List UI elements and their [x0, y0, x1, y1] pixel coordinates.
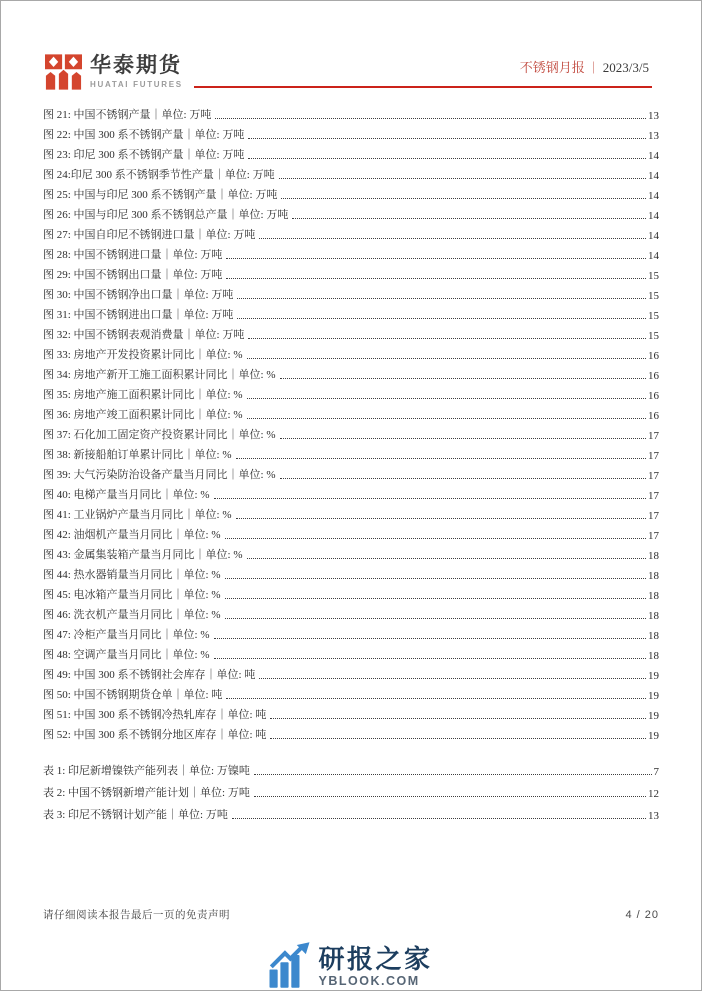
toc-entry-page: 19 — [648, 730, 659, 742]
toc-entry-label: 图 28: 中国不锈钢进口量｜单位: 万吨 — [43, 249, 223, 261]
toc-section-gap — [43, 742, 659, 756]
toc-entry[interactable] — [43, 202, 659, 222]
toc-entry[interactable] — [43, 602, 659, 622]
dot-leader — [248, 138, 646, 139]
toc-entry-page: 18 — [648, 570, 659, 582]
separator-bar: ｜ — [587, 61, 600, 75]
table-of-contents — [43, 102, 659, 822]
dot-leader — [279, 178, 646, 179]
toc-entry-page: 14 — [648, 190, 659, 202]
toc-entry[interactable] — [43, 262, 659, 282]
toc-entry-page: 18 — [648, 590, 659, 602]
dot-leader — [254, 796, 646, 797]
toc-entry-label: 图 48: 空调产量当月同比｜单位: % — [43, 649, 210, 661]
toc-entry[interactable] — [43, 582, 659, 602]
toc-entry-page: 12 — [648, 788, 659, 800]
toc-entry-page: 17 — [648, 490, 659, 502]
toc-entry-page: 14 — [648, 150, 659, 162]
toc-entry[interactable] — [43, 342, 659, 362]
dot-leader — [215, 118, 646, 119]
toc-entry-page: 14 — [648, 210, 659, 222]
toc-entry[interactable] — [43, 522, 659, 542]
toc-entry-page: 16 — [648, 390, 659, 402]
toc-entry-page: 15 — [648, 270, 659, 282]
dot-leader — [226, 278, 646, 279]
toc-tables-list — [43, 756, 659, 822]
dot-leader — [232, 818, 646, 819]
toc-entry[interactable] — [43, 282, 659, 302]
toc-entry-page: 13 — [648, 130, 659, 142]
toc-entry-page: 14 — [648, 230, 659, 242]
toc-entry[interactable] — [43, 442, 659, 462]
toc-entry[interactable] — [43, 162, 659, 182]
toc-entry-page: 17 — [648, 530, 659, 542]
toc-entry-label: 图 49: 中国 300 系不锈钢社会库存｜单位: 吨 — [43, 669, 256, 681]
dot-leader — [270, 738, 646, 739]
toc-entry-page: 14 — [648, 250, 659, 262]
toc-entry-label: 图 44: 热水器销量当月同比｜单位: % — [43, 569, 221, 581]
toc-entry-label: 图 43: 金属集装箱产量当月同比｜单位: % — [43, 549, 243, 561]
toc-entry[interactable] — [43, 402, 659, 422]
toc-figures-list — [43, 102, 659, 742]
toc-entry[interactable] — [43, 222, 659, 242]
toc-entry[interactable] — [43, 800, 659, 822]
toc-entry-page: 17 — [648, 450, 659, 462]
toc-entry-label: 图 36: 房地产竣工面积累计同比｜单位: % — [43, 409, 243, 421]
toc-entry[interactable] — [43, 482, 659, 502]
toc-entry-label: 图 51: 中国 300 系不锈钢冷热轧库存｜单位: 吨 — [43, 709, 267, 721]
report-type-label: 不锈钢月报 — [519, 60, 585, 75]
toc-entry-label: 图 24:印尼 300 系不锈钢季节性产量｜单位: 万吨 — [43, 169, 275, 181]
toc-entry[interactable] — [43, 756, 659, 778]
toc-entry-label: 图 23: 印尼 300 系不锈钢产量｜单位: 万吨 — [43, 149, 245, 161]
report-date: 2023/3/5 — [602, 60, 649, 75]
toc-entry-label: 表 3: 印尼不锈钢计划产能｜单位: 万吨 — [43, 809, 228, 821]
toc-entry-page: 16 — [648, 370, 659, 382]
dot-leader — [214, 658, 646, 659]
toc-entry[interactable] — [43, 562, 659, 582]
toc-entry-label: 图 35: 房地产施工面积累计同比｜单位: % — [43, 389, 243, 401]
dot-leader — [247, 398, 646, 399]
page-indicator: 4 / 20 — [625, 909, 659, 921]
disclaimer-text: 请仔细阅读本报告最后一页的免责声明 — [43, 909, 230, 921]
toc-entry[interactable] — [43, 322, 659, 342]
toc-entry-label: 图 50: 中国不锈钢期货仓单｜单位: 吨 — [43, 689, 223, 701]
toc-entry-page: 19 — [648, 670, 659, 682]
toc-entry-label: 图 37: 石化加工固定资产投资累计同比｜单位: % — [43, 429, 276, 441]
dot-leader — [281, 198, 646, 199]
dot-leader — [247, 358, 646, 359]
toc-entry-label: 表 1: 印尼新增镍铁产能列表｜单位: 万镍吨 — [43, 765, 250, 777]
dot-leader — [280, 378, 646, 379]
dot-leader — [292, 218, 646, 219]
dot-leader — [280, 478, 646, 479]
dot-leader — [254, 774, 652, 775]
watermark — [269, 942, 432, 988]
toc-entry[interactable] — [43, 622, 659, 642]
toc-entry[interactable] — [43, 778, 659, 800]
toc-entry-label: 图 40: 电梯产量当月同比｜单位: % — [43, 489, 210, 501]
toc-entry-label: 图 26: 中国与印尼 300 系不锈钢总产量｜单位: 万吨 — [43, 209, 289, 221]
toc-entry-page: 18 — [648, 650, 659, 662]
dot-leader — [259, 238, 646, 239]
toc-entry[interactable] — [43, 302, 659, 322]
toc-entry-label: 图 46: 洗衣机产量当月同比｜单位: % — [43, 609, 221, 621]
dot-leader — [214, 638, 646, 639]
huatai-logo-icon — [45, 54, 82, 90]
toc-entry[interactable] — [43, 122, 659, 142]
dot-leader — [248, 158, 646, 159]
toc-entry-page: 17 — [648, 510, 659, 522]
dot-leader — [280, 438, 646, 439]
toc-entry-label: 图 29: 中国不锈钢出口量｜单位: 万吨 — [43, 269, 223, 281]
bar-chart-arrow-icon — [269, 942, 309, 988]
toc-entry[interactable] — [43, 502, 659, 522]
toc-entry[interactable] — [43, 722, 659, 742]
toc-entry-label: 图 22: 中国 300 系不锈钢产量｜单位: 万吨 — [43, 129, 245, 141]
toc-entry-label: 表 2: 中国不锈钢新增产能计划｜单位: 万吨 — [43, 787, 250, 799]
toc-entry-page: 7 — [653, 766, 659, 778]
brand — [45, 54, 183, 90]
dot-leader — [226, 698, 646, 699]
toc-entry[interactable] — [43, 362, 659, 382]
dot-leader — [247, 418, 646, 419]
toc-entry-label: 图 33: 房地产开发投资累计同比｜单位: % — [43, 349, 243, 361]
toc-entry[interactable] — [43, 542, 659, 562]
toc-entry-page: 19 — [648, 690, 659, 702]
dot-leader — [225, 538, 646, 539]
toc-entry-label: 图 25: 中国与印尼 300 系不锈钢产量｜单位: 万吨 — [43, 189, 278, 201]
toc-entry-page: 15 — [648, 290, 659, 302]
watermark-text — [318, 943, 433, 988]
toc-entry[interactable] — [43, 702, 659, 722]
brand-name-en: HUATAI FUTURES — [90, 80, 183, 90]
dot-leader — [236, 458, 646, 459]
toc-entry-page: 13 — [648, 810, 659, 822]
toc-entry[interactable] — [43, 242, 659, 262]
dot-leader — [225, 598, 646, 599]
toc-entry-page: 18 — [648, 610, 659, 622]
dot-leader — [226, 258, 646, 259]
dot-leader — [225, 618, 646, 619]
dot-leader — [259, 678, 646, 679]
toc-entry[interactable] — [43, 642, 659, 662]
toc-entry-page: 14 — [648, 170, 659, 182]
toc-entry-page: 13 — [648, 110, 659, 122]
toc-entry-label: 图 30: 中国不锈钢净出口量｜单位: 万吨 — [43, 289, 234, 301]
toc-entry-label: 图 45: 电冰箱产量当月同比｜单位: % — [43, 589, 221, 601]
toc-entry-page: 18 — [648, 550, 659, 562]
toc-entry-page: 15 — [648, 310, 659, 322]
toc-entry-label: 图 27: 中国自印尼不锈钢进口量｜单位: 万吨 — [43, 229, 256, 241]
toc-entry-label: 图 47: 冷柜产量当月同比｜单位: % — [43, 629, 210, 641]
dot-leader — [270, 718, 646, 719]
dot-leader — [225, 578, 646, 579]
toc-entry-page: 15 — [648, 330, 659, 342]
toc-entry[interactable] — [43, 142, 659, 162]
toc-entry[interactable] — [43, 182, 659, 202]
toc-entry-label: 图 38: 新接船舶订单累计同比｜单位: % — [43, 449, 232, 461]
toc-entry-label: 图 39: 大气污染防治设备产量当月同比｜单位: % — [43, 469, 276, 481]
brand-name-cn: 华泰期货 — [90, 54, 182, 77]
toc-entry[interactable] — [43, 382, 659, 402]
toc-entry-label: 图 31: 中国不锈钢进出口量｜单位: 万吨 — [43, 309, 234, 321]
toc-entry[interactable] — [43, 662, 659, 682]
dot-leader — [247, 558, 646, 559]
toc-entry-label: 图 41: 工业锅炉产量当月同比｜单位: % — [43, 509, 232, 521]
toc-entry-page: 17 — [648, 470, 659, 482]
toc-entry-label: 图 42: 油烟机产量当月同比｜单位: % — [43, 529, 221, 541]
report-meta — [520, 57, 649, 76]
toc-entry[interactable] — [43, 102, 659, 122]
page-footer — [43, 907, 659, 922]
dot-leader — [248, 338, 646, 339]
dot-leader — [214, 498, 646, 499]
toc-entry[interactable] — [43, 682, 659, 702]
dot-leader — [237, 298, 646, 299]
toc-entry-page: 19 — [648, 710, 659, 722]
toc-entry-label: 图 21: 中国不锈钢产量｜单位: 万吨 — [43, 109, 212, 121]
toc-entry-label: 图 52: 中国 300 系不锈钢分地区库存｜单位: 吨 — [43, 729, 267, 741]
dot-leader — [237, 318, 646, 319]
toc-entry[interactable] — [43, 462, 659, 482]
toc-entry-page: 16 — [648, 410, 659, 422]
watermark-site: YBLOOK.COM — [318, 974, 420, 988]
toc-entry-label: 图 34: 房地产新开工施工面积累计同比｜单位: % — [43, 369, 276, 381]
dot-leader — [236, 518, 646, 519]
watermark-title: 研报之家 — [318, 943, 433, 974]
toc-entry-label: 图 32: 中国不锈钢表观消费量｜单位: 万吨 — [43, 329, 245, 341]
brand-text — [90, 54, 183, 89]
toc-entry-page: 16 — [648, 350, 659, 362]
header-rule — [194, 86, 652, 88]
toc-entry-page: 17 — [648, 430, 659, 442]
toc-entry-page: 18 — [648, 630, 659, 642]
toc-entry[interactable] — [43, 422, 659, 442]
